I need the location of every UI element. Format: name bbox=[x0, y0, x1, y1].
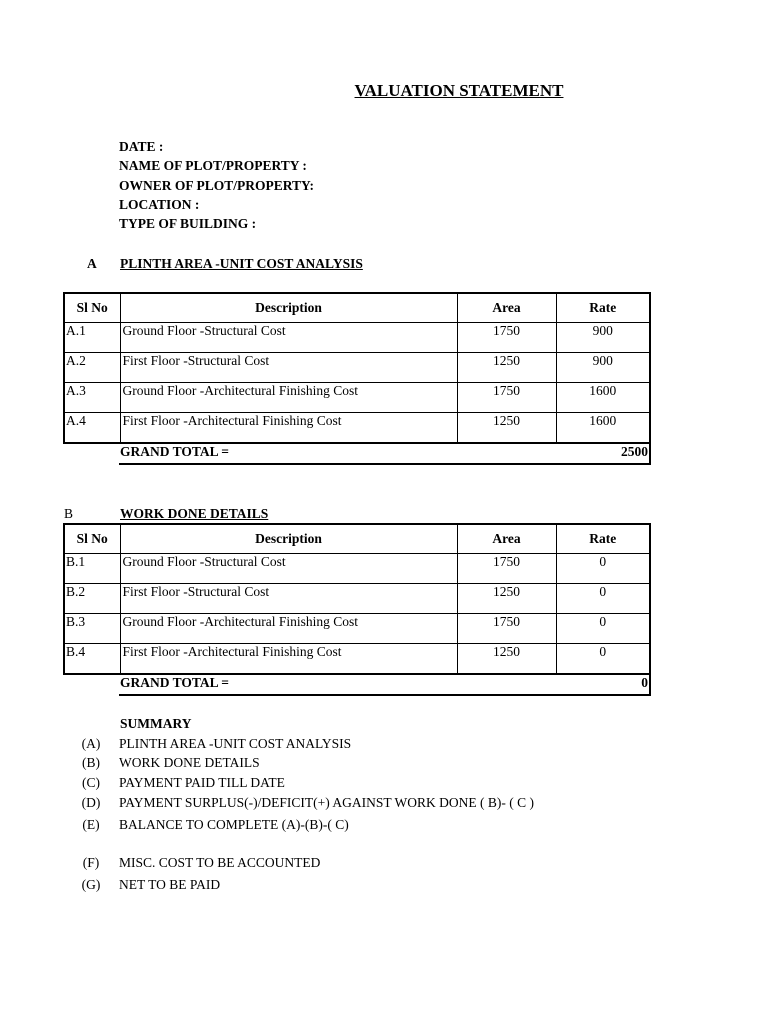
location-field: LOCATION : bbox=[119, 197, 200, 212]
section-a-letter: A bbox=[87, 256, 97, 271]
work-done-table bbox=[63, 523, 651, 675]
area-cell: 1750 bbox=[457, 323, 556, 353]
table-row bbox=[64, 644, 650, 675]
table-row bbox=[64, 614, 650, 644]
rate-cell: 900 bbox=[556, 323, 650, 353]
column-header-area: Area bbox=[457, 293, 556, 323]
building-type-field: TYPE OF BUILDING : bbox=[119, 216, 257, 231]
column-header-sl-no: Sl No bbox=[64, 293, 120, 323]
area-cell: 1250 bbox=[457, 584, 556, 614]
rate-cell: 0 bbox=[556, 644, 650, 675]
sl-no-cell: A.4 bbox=[64, 413, 120, 444]
sl-no-cell: A.3 bbox=[64, 383, 120, 413]
rate-cell: 0 bbox=[556, 584, 650, 614]
grand-total-value: 0 bbox=[641, 675, 648, 690]
description-cell: Ground Floor -Architectural Finishing Cost bbox=[120, 614, 457, 644]
section-b-letter: B bbox=[64, 506, 74, 521]
rate-cell: 1600 bbox=[556, 413, 650, 444]
area-cell: 1250 bbox=[457, 644, 556, 675]
description-cell: Ground Floor -Structural Cost bbox=[120, 323, 457, 353]
rate-cell: 0 bbox=[556, 554, 650, 584]
summary-letter: (G) bbox=[81, 877, 101, 892]
table-row bbox=[64, 584, 650, 614]
table-row bbox=[64, 413, 650, 444]
section-b-grand-total bbox=[119, 674, 651, 696]
rate-cell: 1600 bbox=[556, 383, 650, 413]
summary-text: BALANCE TO COMPLETE (A)-(B)-( C) bbox=[119, 817, 349, 832]
description-cell: Ground Floor -Structural Cost bbox=[120, 554, 457, 584]
summary-text: NET TO BE PAID bbox=[119, 877, 221, 892]
table-header-row bbox=[64, 293, 650, 323]
area-cell: 1750 bbox=[457, 383, 556, 413]
summary-letter: (D) bbox=[81, 795, 101, 810]
rate-cell: 900 bbox=[556, 353, 650, 383]
sl-no-cell: B.2 bbox=[64, 584, 120, 614]
area-cell: 1250 bbox=[457, 413, 556, 444]
description-cell: First Floor -Architectural Finishing Cost bbox=[120, 413, 457, 444]
sl-no-cell: A.2 bbox=[64, 353, 120, 383]
grand-total-value: 2500 bbox=[621, 444, 648, 459]
summary-text: PAYMENT PAID TILL DATE bbox=[119, 775, 285, 790]
section-a-grand-total bbox=[119, 443, 651, 465]
summary-text: PAYMENT SURPLUS(-)/DEFICIT(+) AGAINST WORK DONE ( B)- ( C ) bbox=[119, 795, 535, 810]
table-row bbox=[64, 383, 650, 413]
area-cell: 1250 bbox=[457, 353, 556, 383]
table-row bbox=[64, 323, 650, 353]
summary-text: MISC. COST TO BE ACCOUNTED bbox=[119, 855, 321, 870]
section-b-title: WORK DONE DETAILS bbox=[120, 506, 269, 521]
column-header-description: Description bbox=[120, 293, 457, 323]
sl-no-cell: B.4 bbox=[64, 644, 120, 675]
summary-text: WORK DONE DETAILS bbox=[119, 755, 260, 770]
sl-no-cell: B.1 bbox=[64, 554, 120, 584]
summary-letter: (C) bbox=[82, 775, 100, 790]
table-header-row bbox=[64, 524, 650, 554]
area-cell: 1750 bbox=[457, 614, 556, 644]
sl-no-cell: B.3 bbox=[64, 614, 120, 644]
sl-no-cell: A.1 bbox=[64, 323, 120, 353]
summary-letter: (B) bbox=[82, 755, 100, 770]
plot-name-field: NAME OF PLOT/PROPERTY : bbox=[119, 158, 307, 173]
summary-letter: (E) bbox=[82, 817, 100, 832]
document-title: VALUATION STATEMENT bbox=[354, 81, 564, 100]
grand-total-label: GRAND TOTAL = bbox=[120, 675, 229, 690]
description-cell: First Floor -Architectural Finishing Cost bbox=[120, 644, 457, 675]
date-field: DATE : bbox=[119, 139, 164, 154]
description-cell: Ground Floor -Architectural Finishing Cost bbox=[120, 383, 457, 413]
description-cell: First Floor -Structural Cost bbox=[120, 584, 457, 614]
column-header-rate: Rate bbox=[556, 293, 650, 323]
summary-text: PLINTH AREA -UNIT COST ANALYSIS bbox=[119, 736, 352, 751]
summary-letter: (F) bbox=[82, 855, 100, 870]
description-cell: First Floor -Structural Cost bbox=[120, 353, 457, 383]
plinth-area-table bbox=[63, 292, 651, 444]
column-header-area: Area bbox=[457, 524, 556, 554]
column-header-description: Description bbox=[120, 524, 457, 554]
column-header-sl-no: Sl No bbox=[64, 524, 120, 554]
grand-total-label: GRAND TOTAL = bbox=[120, 444, 229, 459]
table-row bbox=[64, 554, 650, 584]
rate-cell: 0 bbox=[556, 614, 650, 644]
section-a-title: PLINTH AREA -UNIT COST ANALYSIS bbox=[120, 256, 363, 271]
summary-letter: (A) bbox=[81, 736, 101, 751]
summary-heading: SUMMARY bbox=[120, 716, 192, 731]
owner-field: OWNER OF PLOT/PROPERTY: bbox=[119, 178, 315, 193]
area-cell: 1750 bbox=[457, 554, 556, 584]
column-header-rate: Rate bbox=[556, 524, 650, 554]
table-row bbox=[64, 353, 650, 383]
